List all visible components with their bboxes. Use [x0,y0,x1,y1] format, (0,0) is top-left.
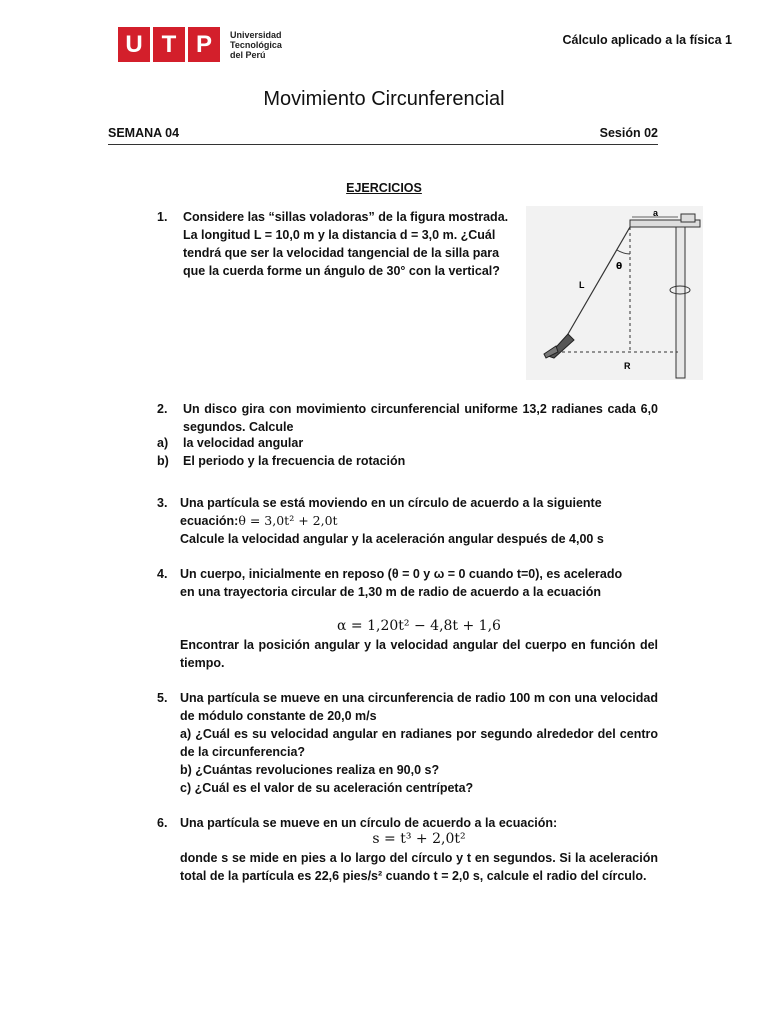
ex2-a-text: la velocidad angular [183,436,304,450]
utp-logo [118,27,282,62]
ex5-text: Una partícula se mueve en una circunferencia de radio 100 m con una velocidad de módulo constante de 20,0 m/s a) ¿Cuál es su velocidad angular en radianes por segundo alrededor del centro de la circunferencia? b) ¿Cuántas revoluciones realiza en 90,0 s? c) ¿Cuál es el valor de su aceleración centrípeta? [180,691,658,795]
section-heading: EJERCICIOS [346,181,422,195]
ex4-question: Encontrar la posición angular y la velocidad angular del cuerpo en función del tiempo. [180,638,658,670]
ex1-text: Considere las “sillas voladoras” de la figura mostrada. La longitud L = 10,0 m y la distancia d = 3,0 m. ¿Cuál tendrá que ser la velocidad tangencial de la silla para que la cuerda forme un ángulo de 30° con la vertical? [183,210,509,278]
ex4-text: Un cuerpo, inicialmente en reposo (θ = 0 y ω = 0 cuando t=0), es acelerado en una trayectoria circular de 1,30 m de radio de acuerdo a la ecuación [180,567,623,599]
label-theta: θ [616,262,623,272]
ex1-number: 1. [157,210,168,224]
ex6-number: 6. [157,816,168,830]
logo-letter-t: T [153,27,185,62]
label-l: L [579,280,585,290]
header-divider [108,144,658,145]
ex6-equation: s = t³ + 2,0t² [372,831,466,847]
ex2-a-label: a) [157,436,169,450]
ex4-number: 4. [157,567,168,581]
ex3-number: 3. [157,496,168,510]
page-title: Movimiento Circunferencial [263,88,505,110]
ex2-number: 2. [157,402,168,416]
course-name: Cálculo aplicado a la física 1 [562,33,732,47]
flying-chairs-figure [526,206,703,380]
session-label: Sesión 02 [599,126,658,140]
ex2-b-text: El periodo y la frecuencia de rotación [183,454,406,468]
week-label: SEMANA 04 [108,126,180,140]
logo-caption: Universidad Tecnológica del Perú [230,29,282,60]
ex2-text: Un disco gira con movimiento circunferencial uniforme 13,2 radianes cada 6,0 segundos. Calcule [183,402,658,434]
ex3-equation: θ = 3,0t² + 2,0t [238,513,338,528]
label-a: a [653,208,659,218]
chair-icon [544,334,574,358]
ex6-intro: Una partícula se mueve en un círculo de acuerdo a la ecuación: [180,816,558,830]
logo-letter-p: P [188,27,220,62]
logo-letter-u: U [118,27,150,62]
ex2-b-label: b) [157,454,169,468]
ex5-number: 5. [157,691,168,705]
ex6-text: donde s se mide en pies a lo largo del círculo y t en segundos. Si la aceleración total de la partícula es 22,6 pies/s² cuando t = 2,0 s, calcule el radio del círculo. [180,851,658,883]
ex3-text: Una partícula se está moviendo en un círculo de acuerdo a la siguiente ecuación:θ = 3,0t² + 2,0t Calcule la velocidad angular y la aceleración angular después de 4,00 s [180,496,604,546]
ex4-equation: α = 1,20t² − 4,8t + 1,6 [337,618,501,634]
label-r: R [624,361,631,371]
